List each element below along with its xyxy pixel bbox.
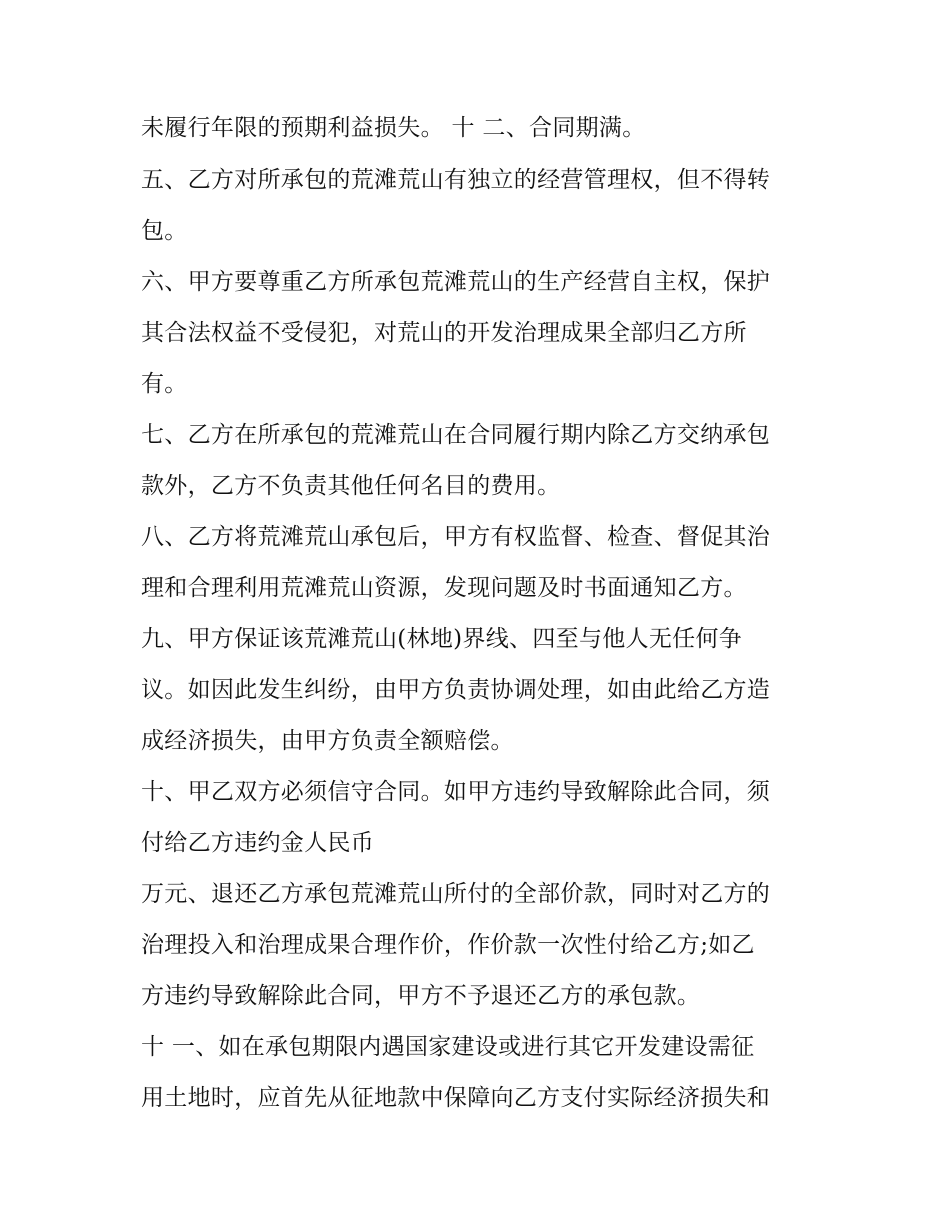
text-line-18: 方违约导致解除此合同，甲方不予退还乙方的承包款。 (141, 983, 701, 1009)
text-line-16: 万元、退还乙方承包荒滩荒山所付的全部价款，同时对乙方的 (141, 881, 771, 907)
text-line-9: 八、乙方将荒滩荒山承包后，甲方有权监督、检查、督促其治 (141, 524, 771, 550)
text-line-3: 包。 (141, 218, 188, 244)
text-line-12: 议。如因此发生纠纷，由甲方负责协调处理，如由此给乙方造 (141, 677, 771, 703)
text-line-20: 用土地时，应首先从征地款中保障向乙方支付实际经济损失和 (141, 1085, 771, 1111)
text-line-10: 理和合理利用荒滩荒山资源，发现问题及时书面通知乙方。 (141, 575, 747, 601)
text-line-6: 有。 (141, 371, 188, 397)
text-line-13: 成经济损失，由甲方负责全额赔偿。 (141, 728, 514, 754)
text-line-7: 七、乙方在所承包的荒滩荒山在合同履行期内除乙方交纳承包 (141, 422, 771, 448)
text-line-19: 十 一、如在承包期限内遇国家建设或进行其它开发建设需征 (141, 1034, 755, 1060)
text-line-1: 未履行年限的预期利益损失。 十 二、合同期满。 (141, 115, 646, 141)
text-line-11: 九、甲方保证该荒滩荒山(林地)界线、四至与他人无任何争 (141, 626, 743, 652)
text-line-14: 十、甲乙双方必须信守合同。如甲方违约导致解除此合同，须 (141, 779, 771, 805)
text-line-17: 治理投入和治理成果合理作价，作价款一次性付给乙方;如乙 (141, 932, 755, 958)
text-line-2: 五、乙方对所承包的荒滩荒山有独立的经营管理权，但不得转 (141, 167, 771, 193)
text-line-15: 付给乙方违约金人民币 (141, 830, 374, 856)
text-line-8: 款外，乙方不负责其他任何名目的费用。 (141, 473, 561, 499)
text-line-5: 其合法权益不受侵犯，对荒山的开发治理成果全部归乙方所 (141, 320, 747, 346)
text-line-4: 六、甲方要尊重乙方所承包荒滩荒山的生产经营自主权，保护 (141, 269, 771, 295)
